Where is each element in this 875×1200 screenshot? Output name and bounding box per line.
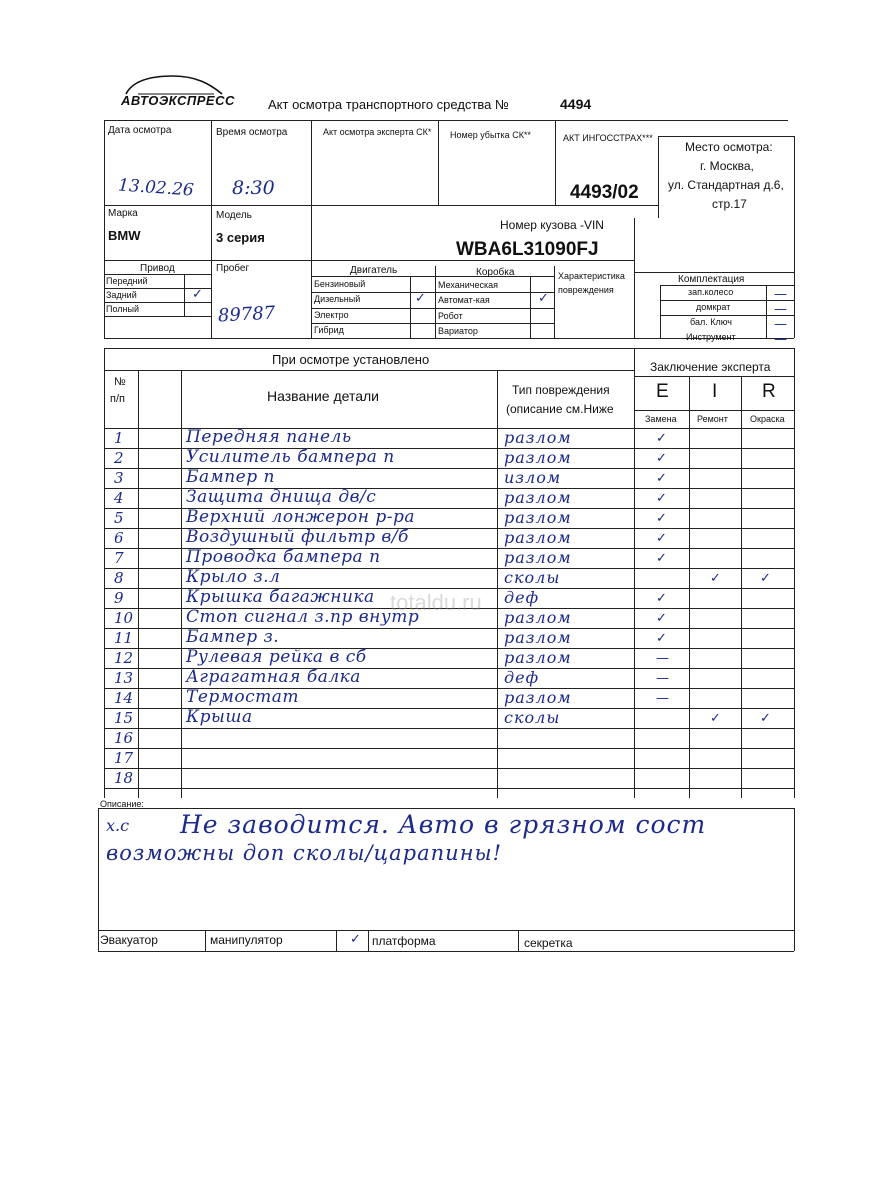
row-number: 4 [114, 489, 124, 507]
col-number-header: п/п [110, 393, 125, 405]
row-replace-mark: — [656, 671, 669, 686]
equipment-item: домкрат [696, 302, 731, 312]
row-repair-mark: ✓ [710, 571, 721, 586]
gearbox-option: Вариатор [438, 326, 478, 336]
row-damage-type: разлом [504, 548, 572, 567]
col-replace-header: Замена [645, 414, 677, 424]
row-number: 13 [114, 669, 134, 687]
ingos-value: 4493/02 [570, 182, 639, 203]
drive-option: Задний [106, 290, 137, 300]
row-number: 9 [114, 589, 124, 607]
vin-label: Номер кузова -VIN [500, 218, 604, 232]
row-number: 16 [114, 729, 134, 747]
row-replace-mark: ✓ [656, 591, 667, 606]
engine-option: Бензиновый [314, 279, 366, 289]
row-number: 2 [114, 449, 124, 467]
row-replace-mark: — [656, 691, 669, 706]
row-damage-type: деф [504, 588, 540, 607]
row-damage-type: сколы [504, 708, 561, 727]
row-damage-type: разлом [504, 428, 572, 447]
col-paint-header: Окраска [750, 414, 785, 424]
row-number: 11 [114, 629, 134, 647]
brand-label: Марка [108, 208, 138, 219]
row-replace-mark: ✓ [656, 611, 667, 626]
row-damage-type: сколы [504, 568, 561, 587]
gearbox-option: Механическая [438, 280, 499, 290]
row-number: 10 [114, 609, 134, 627]
row-number: 15 [114, 709, 134, 727]
place-line3: стр.17 [712, 197, 747, 211]
model-value: 3 серия [216, 230, 265, 245]
row-repair-mark: ✓ [710, 711, 721, 726]
row-part-name: Верхний лонжерон р-ра [186, 507, 416, 527]
act-number: 4494 [560, 96, 592, 112]
equipment-item: Инструмент [686, 332, 736, 342]
equipment-mark: — [774, 302, 787, 317]
row-damage-type: разлом [504, 608, 572, 627]
row-damage-type: разлом [504, 648, 572, 667]
row-number: 12 [114, 649, 134, 667]
row-replace-mark: ✓ [656, 491, 667, 506]
row-part-name: Проводка бампера п [186, 547, 381, 567]
place-label: Место осмотра: [685, 140, 773, 154]
row-paint-mark: ✓ [760, 711, 771, 726]
row-damage-type: разлом [504, 628, 572, 647]
row-number: 5 [114, 509, 124, 527]
row-replace-mark: ✓ [656, 551, 667, 566]
engine-title: Двигатель [350, 265, 398, 276]
equipment-mark: — [774, 317, 787, 332]
inspection-title: При осмотре установлено [272, 352, 430, 367]
row-part-name: Бампер з. [186, 627, 280, 647]
row-damage-type: разлом [504, 508, 572, 527]
row-part-name: Бампер п [186, 467, 275, 487]
date-value: 13.02.26 [117, 175, 195, 201]
company-logo [118, 72, 235, 112]
row-replace-mark: ✓ [656, 431, 667, 446]
drive-checkmark: ✓ [192, 287, 203, 302]
col-repair-header: Ремонт [697, 414, 728, 424]
row-replace-mark: ✓ [656, 531, 667, 546]
row-part-name: Термостат [186, 687, 300, 707]
row-damage-type: деф [504, 668, 540, 687]
col-number-header: № [114, 376, 126, 388]
evacuator-label: Эвакуатор [100, 933, 158, 947]
row-damage-type: разлом [504, 448, 572, 467]
col-i-header: I [712, 381, 718, 402]
gearbox-title: Коробка [476, 267, 515, 278]
time-label: Время осмотра [216, 127, 288, 138]
gearbox-option: Робот [438, 311, 463, 321]
row-part-name: Защита днища дв/с [186, 487, 377, 507]
drive-option: Передний [106, 276, 148, 286]
description-line: Не заводится. Авто в грязном сост [180, 810, 707, 839]
place-line1: г. Москва, [700, 159, 754, 173]
row-number: 14 [114, 689, 134, 707]
engine-option: Дизельный [314, 294, 361, 304]
mileage-label: Пробег [216, 263, 250, 274]
brand-value: BMW [108, 228, 141, 243]
col-r-header: R [762, 381, 776, 402]
damage-char-label: повреждения [558, 285, 614, 295]
evacuator-option-platform: платформа [372, 934, 436, 948]
gearbox-checkmark: ✓ [538, 291, 549, 306]
model-label: Модель [216, 210, 252, 221]
engine-option: Электро [314, 310, 349, 320]
vin-value: WBA6L31090FJ [456, 239, 599, 260]
row-part-name: Воздушный фильтр в/б [186, 527, 409, 547]
row-damage-type: разлом [504, 688, 572, 707]
row-number: 17 [114, 749, 134, 767]
row-damage-type: разлом [504, 488, 572, 507]
equipment-title: Комплектация [678, 274, 745, 285]
col-e-header: E [656, 381, 669, 402]
row-replace-mark: ✓ [656, 471, 667, 486]
row-number: 8 [114, 569, 124, 587]
col-part-name-header: Название детали [267, 388, 379, 404]
row-part-name: Стоп сигнал з.пр внутр [186, 607, 420, 627]
logo-text: АВТОЭКСПРЕСС [121, 93, 235, 108]
date-label: Дата осмотра [108, 125, 172, 136]
row-part-name: Передняя панель [186, 427, 352, 447]
gearbox-option: Автомат-кая [438, 295, 490, 305]
description-label: Описание: [100, 799, 144, 809]
watermark-text: totaldu.ru [390, 590, 482, 615]
row-part-name: Усилитель бампера п [186, 447, 395, 467]
time-value: 8:30 [232, 177, 275, 199]
expert-conclusion-title: Заключение эксперта [650, 360, 771, 374]
row-number: 1 [114, 429, 124, 447]
place-line2: ул. Стандартная д.6, [668, 178, 784, 192]
equipment-item: бал. Ключ [690, 317, 732, 327]
row-part-name: Крышка багажника [186, 587, 375, 607]
description-prefix: х.с [106, 816, 130, 835]
act-title: Акт осмотра транспортного средства № [268, 97, 509, 112]
damage-char-label: Характеристика [558, 271, 625, 281]
evacuator-checkmark: ✓ [350, 932, 361, 947]
engine-option: Гибрид [314, 325, 344, 335]
row-replace-mark: — [656, 651, 669, 666]
engine-checkmark: ✓ [415, 291, 426, 306]
row-part-name: Рулевая рейка в сб [186, 647, 367, 667]
col-damage-type-header: Тип повреждения [512, 383, 610, 397]
evacuator-option-secret: секретка [524, 936, 573, 950]
row-replace-mark: ✓ [656, 631, 667, 646]
row-number: 3 [114, 469, 124, 487]
col-damage-type-header: (описание см.Ниже [506, 402, 614, 416]
drive-option: Полный [106, 304, 139, 314]
row-damage-type: излом [504, 468, 562, 487]
ingos-label: АКТ ИНГОССТРАХ*** [563, 133, 653, 143]
evacuator-option-manipulator: манипулятор [210, 933, 283, 947]
equipment-mark: — [774, 332, 787, 347]
mileage-value: 89787 [217, 302, 276, 327]
row-part-name: Крыша [186, 707, 253, 727]
drive-title: Привод [140, 263, 175, 274]
description-line: возможны доп сколы/царапины! [106, 841, 503, 865]
row-replace-mark: ✓ [656, 451, 667, 466]
row-part-name: Аграгатная балка [186, 667, 361, 687]
equipment-item: зап.колесо [688, 287, 734, 297]
loss-number-label: Номер убытка СК** [450, 130, 531, 140]
row-replace-mark: ✓ [656, 511, 667, 526]
row-damage-type: разлом [504, 528, 572, 547]
row-number: 6 [114, 529, 124, 547]
row-paint-mark: ✓ [760, 571, 771, 586]
expert-act-label: Акт осмотра эксперта СК* [323, 127, 432, 137]
row-part-name: Крыло з.л [186, 567, 281, 587]
equipment-mark: — [774, 287, 787, 302]
row-number: 7 [114, 549, 124, 567]
row-number: 18 [114, 769, 134, 787]
